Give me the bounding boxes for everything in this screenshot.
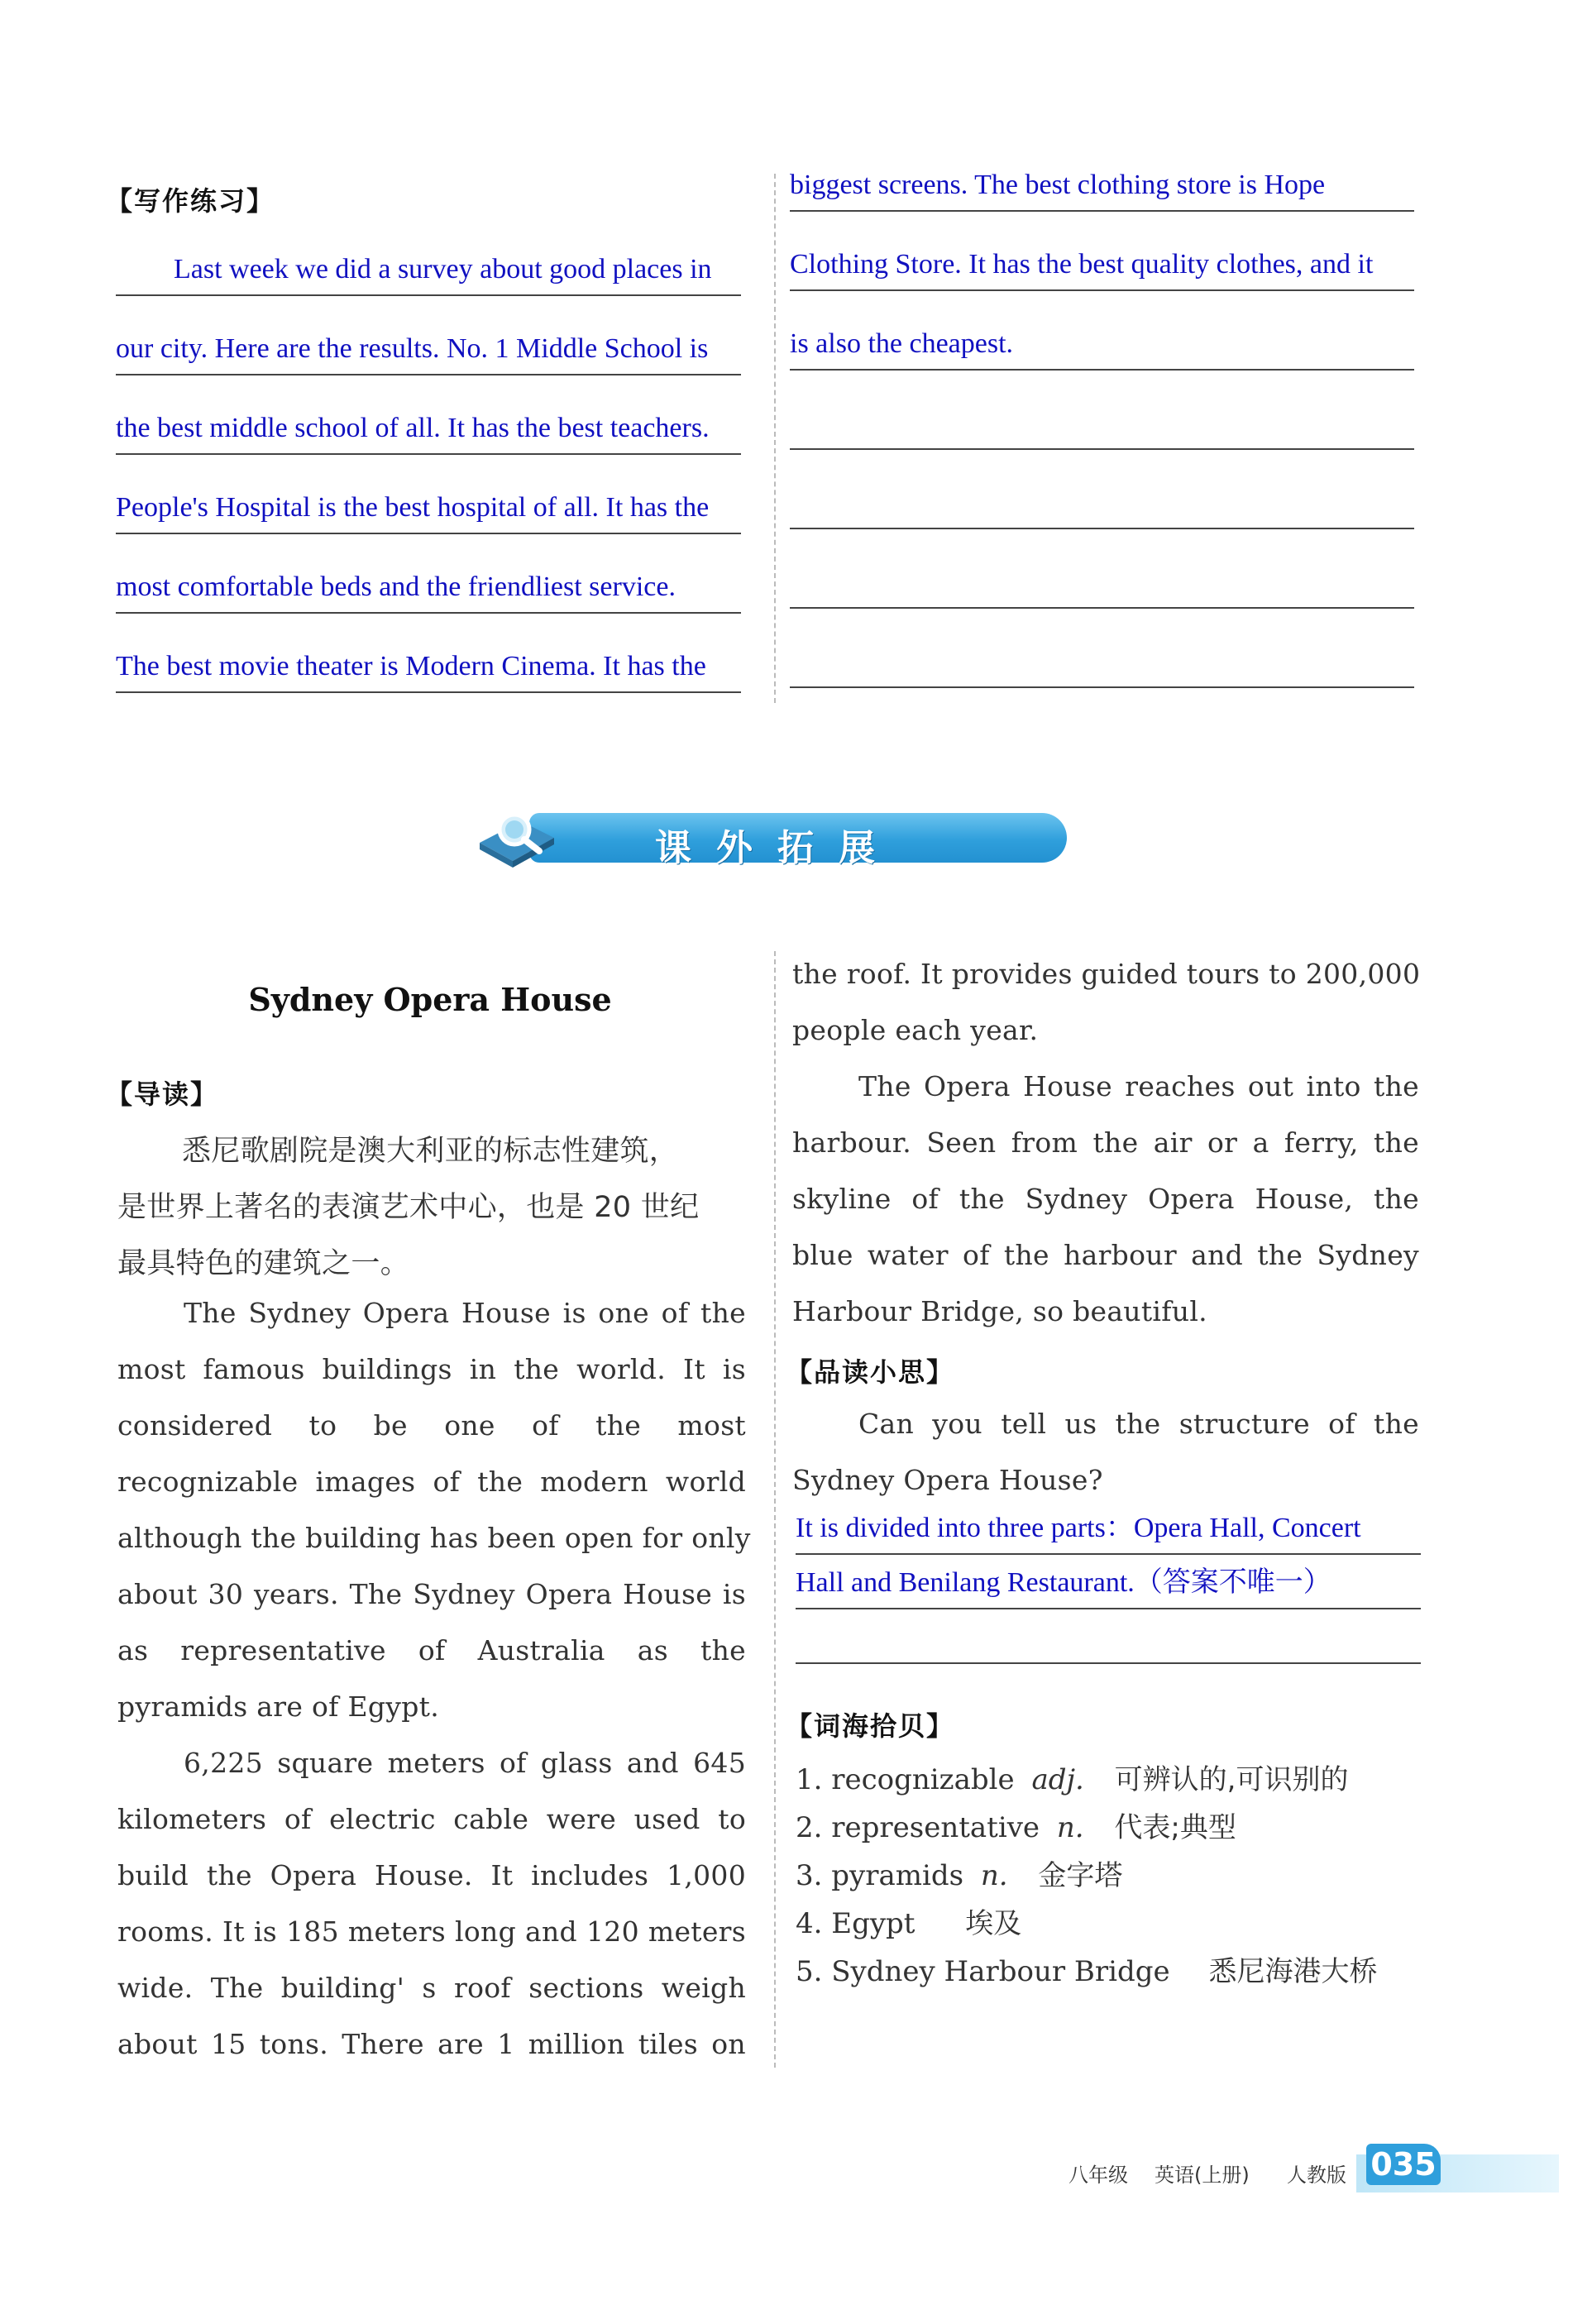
vocabulary-term: 5. Sydney Harbour Bridge [796, 1955, 1170, 1988]
banner-title: 课外拓展 [655, 827, 900, 869]
writing-answer-line: Last week we did a survey about good places in [116, 245, 741, 296]
article-line: kilometers of electric cable were used to [117, 1803, 746, 1835]
vocabulary-item [796, 1757, 1348, 1797]
writing-answer-line [790, 637, 1414, 688]
article-line: about 30 years. The Sydney Opera House is [117, 1578, 746, 1610]
vocabulary-meaning: 金字塔 [1038, 1859, 1123, 1892]
reflection-heading: 【品读小思】 [786, 1356, 955, 1388]
vocabulary-term: 1. recognizable [796, 1763, 1015, 1796]
guide-line: 最具特色的建筑之一。 [117, 1247, 410, 1280]
article-title: Sydney Opera House [248, 981, 612, 1018]
article-line: harbour. Seen from the air or a ferry, the [792, 1126, 1419, 1159]
writing-column-divider [774, 174, 776, 703]
reflection-question-line: Can you tell us the structure of the [858, 1408, 1419, 1440]
article-line: rooms. It is 185 meters long and 120 meters [117, 1915, 746, 1948]
writing-answer-line: The best movie theater is Modern Cinema. It has the [116, 642, 741, 693]
magnifier-icon [471, 803, 562, 869]
writing-answer-line: most comfortable beds and the friendliest service. [116, 562, 741, 614]
writing-answer-line: People's Hospital is the best hospital of all. It has the [116, 483, 741, 534]
article-line: build the Opera House. It includes 1,000 [117, 1859, 746, 1891]
reflection-question-line: Sydney Opera House? [792, 1464, 1103, 1496]
guide-line: 是世界上著名的表演艺术中心，也是 20 世纪 [117, 1191, 700, 1224]
article-line: 6,225 square meters of glass and 645 [184, 1747, 746, 1779]
vocabulary-term: 3. pyramids [796, 1859, 964, 1892]
footer-grade: 八年级 [1069, 2164, 1128, 2187]
reflection-answer-line: It is divided into three parts：Opera Hall, Concert [796, 1504, 1421, 1555]
vocabulary-item [796, 1901, 1021, 1941]
vocabulary-term: 4. Egypt [796, 1907, 916, 1940]
guide-line: 悉尼歌剧院是澳大利亚的标志性建筑， [182, 1135, 679, 1168]
reflection-answer-line [796, 1613, 1421, 1664]
writing-heading: 【写作练习】 [106, 185, 275, 217]
article-line: The Sydney Opera House is one of the [184, 1297, 746, 1329]
vocabulary-pos: adj. [1031, 1763, 1084, 1796]
writing-answer-line [790, 557, 1414, 609]
vocabulary-item [796, 1805, 1236, 1845]
article-line: people each year. [792, 1014, 1039, 1046]
writing-answer-line [790, 399, 1414, 450]
vocabulary-meaning: 悉尼海港大桥 [1208, 1955, 1378, 1988]
writing-answer-line: biggest screens. The best clothing store is Hope [790, 160, 1414, 212]
article-line: recognizable images of the modern world [117, 1466, 746, 1498]
vocabulary-pos: n. [1056, 1811, 1084, 1844]
article-line: about 15 tons. There are 1 million tiles on [117, 2028, 746, 2060]
article-line: most famous buildings in the world. It is [117, 1353, 746, 1385]
reflection-answer-line: Hall and Benilang Restaurant.（答案不唯一） [796, 1558, 1421, 1609]
article-line: skyline of the Sydney Opera House, the [792, 1183, 1419, 1215]
article-line: pyramids are of Egypt. [117, 1690, 439, 1723]
vocabulary-item [796, 1949, 1378, 1989]
article-line: wide. The building' s roof sections weigh [117, 1972, 746, 2004]
vocabulary-heading: 【词海拾贝】 [786, 1710, 955, 1742]
vocabulary-meaning: 埃及 [965, 1907, 1022, 1940]
writing-answer-line: Clothing Store. It has the best quality clothes, and it [790, 240, 1414, 291]
writing-answer-line: our city. Here are the results. No. 1 Middle School is [116, 324, 741, 375]
vocabulary-meaning: 可辨认的,可识别的 [1114, 1763, 1349, 1796]
writing-answer-line: is also the cheapest. [790, 319, 1414, 371]
footer-subject: 英语(上册) [1155, 2164, 1250, 2187]
article-line: The Opera House reaches out into the [858, 1070, 1419, 1102]
article-line: Harbour Bridge, so beautiful. [792, 1295, 1207, 1327]
writing-answer-line: the best middle school of all. It has the best teachers. [116, 404, 741, 455]
article-line: blue water of the harbour and the Sydney [792, 1239, 1419, 1271]
vocabulary-pos: n. [980, 1859, 1008, 1892]
article-line: the roof. It provides guided tours to 200,000 [792, 958, 1421, 990]
article-line: considered to be one of the most [117, 1409, 746, 1442]
article-line: as representative of Australia as the [117, 1634, 746, 1666]
vocabulary-item [796, 1853, 1122, 1893]
article-column-divider [774, 951, 776, 2068]
article-line: although the building has been open for only [117, 1522, 751, 1554]
footer-edition: 人教版 [1287, 2164, 1346, 2187]
writing-answer-line [790, 478, 1414, 529]
page-number: 035 [1366, 2144, 1441, 2185]
vocabulary-term: 2. representative [796, 1811, 1040, 1844]
vocabulary-meaning: 代表;典型 [1114, 1811, 1236, 1844]
section-banner [471, 806, 1067, 869]
guide-heading: 【导读】 [106, 1078, 219, 1110]
